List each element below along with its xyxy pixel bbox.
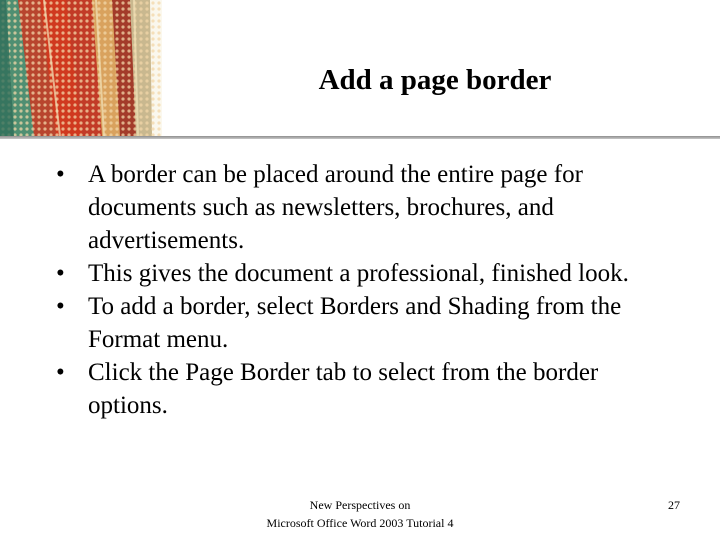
bullet-item [56, 356, 676, 422]
header-rule [0, 136, 720, 139]
slide-footer [230, 496, 490, 532]
bullet-marker: • [56, 359, 65, 386]
bullet-item [56, 158, 676, 257]
bullet-item [56, 257, 676, 290]
bullet-list [56, 158, 676, 422]
bullet-text: Click the Page Border tab to select from the border options. [88, 359, 599, 419]
bullet-marker: • [56, 161, 65, 188]
bullet-marker: • [56, 260, 65, 287]
footer-line-2: Microsoft Office Word 2003 Tutorial 4 [266, 516, 454, 530]
bullet-text: This gives the document a professional, finished look. [88, 260, 629, 287]
building-facade-image [0, 0, 162, 136]
footer-line-1: New Perspectives on [309, 498, 411, 512]
page-number: 27 [668, 498, 680, 512]
header-photo [0, 0, 162, 136]
bullet-text: A border can be placed around the entire page for documents such as newsletters, brochures, and advertisements. [88, 161, 583, 254]
bullet-text: To add a border, select Borders and Shading from the Format menu. [88, 293, 622, 353]
bullet-item [56, 290, 676, 356]
bullet-marker: • [56, 293, 65, 320]
slide-title: Add a page border [318, 64, 552, 96]
